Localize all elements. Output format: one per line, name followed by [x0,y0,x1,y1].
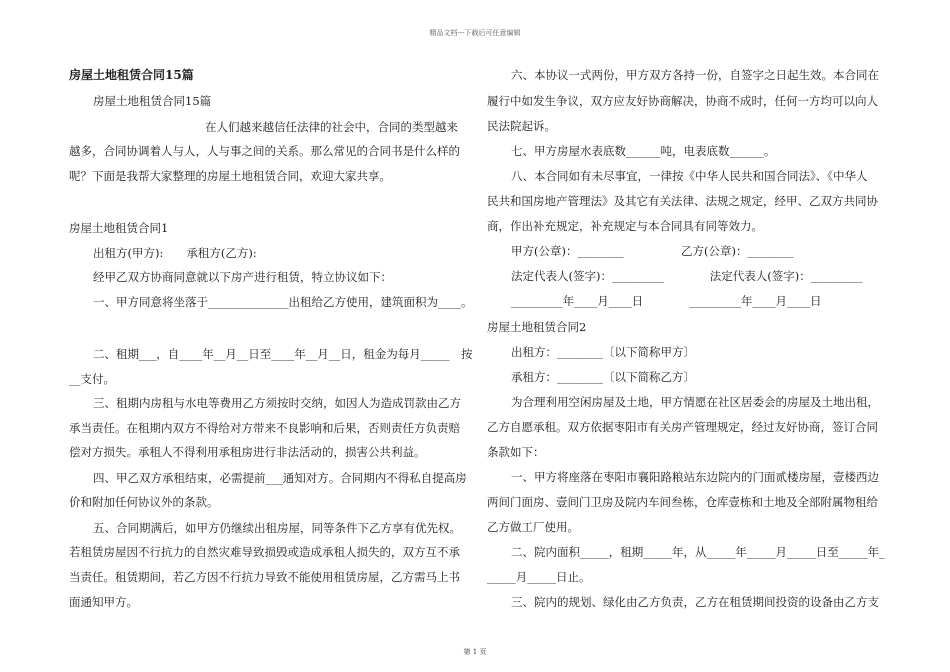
clause-5-line: 面通知甲方。 [69,595,138,609]
document-title: 房屋土地租赁合同15篇 [69,68,194,82]
clause-5-line: 五、合同期满后，如甲方仍继续出租房屋，同等条件下乙方享有优先权。 [93,521,461,535]
clause-1: 一、甲方同意将坐落于______________出租给乙方使用，建筑面积为____。 [93,295,473,309]
c2-clause-1-line: 乙方做工厂使用。 [487,520,579,534]
clause-6-line: 民法院起诉。 [487,119,556,133]
clause-8-line: 八、本合同如有未尽事宜，一律按《中华人民共和国合同法》、《中华人 [511,169,868,183]
clause-6-line: 履行中如发生争议，双方应友好协商解决，协商不成时，任何一方均可以向人 [487,94,878,108]
lessee-line: 承租方：________〔以下简称乙方〕 [511,370,695,384]
purpose-line: 为合理利用空闲房屋及土地，甲方情愿在社区居委会的房屋及土地出租， [511,395,879,409]
clause-5-line: 若租赁房屋因不行抗力的自然灾难导致损毁或造成承租人损失的，双方互不承 [69,545,460,559]
clause-8-line: 商，作出补充规定，补充规定与本合同具有同等效力。 [487,219,763,233]
purpose-line: 条款如下： [487,445,545,459]
signature-rep-line: 法定代表人(签字)：_________ 法定代表人(签字)：_________ [511,269,863,283]
subtitle: 房屋土地租赁合同15篇 [93,94,212,108]
c2-clause-2-line: _____月_____日止。 [487,570,591,584]
clause-3-line: 承当责任。在租期内双方不得给对方带来不良影响和后果，否则责任方负责赔 [69,421,460,435]
page-header: 精品文档---下载后可任意编辑 [429,29,521,37]
clause-4-line: 四、甲乙双方承租结束，必需提前___通知对方。合同期内不得私自提高房 [93,471,467,485]
clause-4-line: 价和附加任何协议外的条款。 [69,495,219,509]
contract-1-title: 房屋土地租赁合同1 [69,221,169,235]
c2-clause-1-line: 一、甲方将座落在枣阳市襄阳路粮站东边院内的门面贰楼房屋，壹楼西边 [511,470,879,484]
clause-8-line: 民共和国房地产管理法》及其它有关法律、法规之规定，经甲、乙双方共同协 [487,194,878,208]
intro-line: 在人们越来越信任法律的社会中，合同的类型越来 [205,120,458,134]
clause-6-line: 六、本协议一式两份，甲方双方各持一份，自签字之日起生效。本合同在 [511,68,879,82]
clause-7: 七、甲方房屋水表底数______吨，电表底数______。 [511,144,776,158]
clause-2-line: 二、租期___，自____年__月__日至____年__月__日，租金为每月_____ 按 [93,347,473,361]
purpose-line: 乙方自愿承租。双方依据枣阳市有关房产管理规定，经过友好协商，签订合同 [487,420,878,434]
agreement-line: 经甲乙双方协商同意就以下房产进行租赁，特立协议如下： [93,270,392,284]
c2-clause-1-line: 两间门面房、壹间门卫房及院内车间叁栋，仓库壹栋和土地及全部附属物租给 [487,495,878,509]
clause-2-line: __支付。 [69,372,115,386]
clause-5-line: 当责任。租赁期间，若乙方因不行抗力导致不能使用租赁房屋，乙方需马上书 [69,570,460,584]
lessor-line: 出租方：________〔以下简称甲方〕 [511,345,695,359]
c2-clause-2-line: 二、院内面积_____，租期_____年，从_____年_____月_____日至_____年_ [511,545,885,559]
intro-line: 呢？下面是我帮大家整理的房屋土地租赁合同，欢迎大家共享。 [69,169,391,183]
signature-party-line: 甲方(公章)：________ 乙方(公章)：________ [511,244,794,258]
c2-clause-3: 三、院内的规划、绿化由乙方负责，乙方在租赁期间投资的设备由乙方支 [511,595,879,609]
clause-3-line: 三、租期内房租与水电等费用乙方须按时交纳，如因人为造成罚款由乙方 [93,396,461,410]
signature-date-line: _________年____月____日 _________年____月____日 [511,294,822,308]
parties-line: 出租方(甲方): 承租方(乙方): [93,246,257,260]
clause-3-line: 偿对方损失。承租人不得利用承租房进行非法活动的，损害公共利益。 [69,445,426,459]
intro-line: 越多，合同协调着人与人，人与事之间的关系。那么常见的合同书是什么样的 [69,144,460,158]
page-footer: 第 1 页 [463,648,487,656]
contract-2-title: 房屋土地租赁合同2 [487,320,587,334]
